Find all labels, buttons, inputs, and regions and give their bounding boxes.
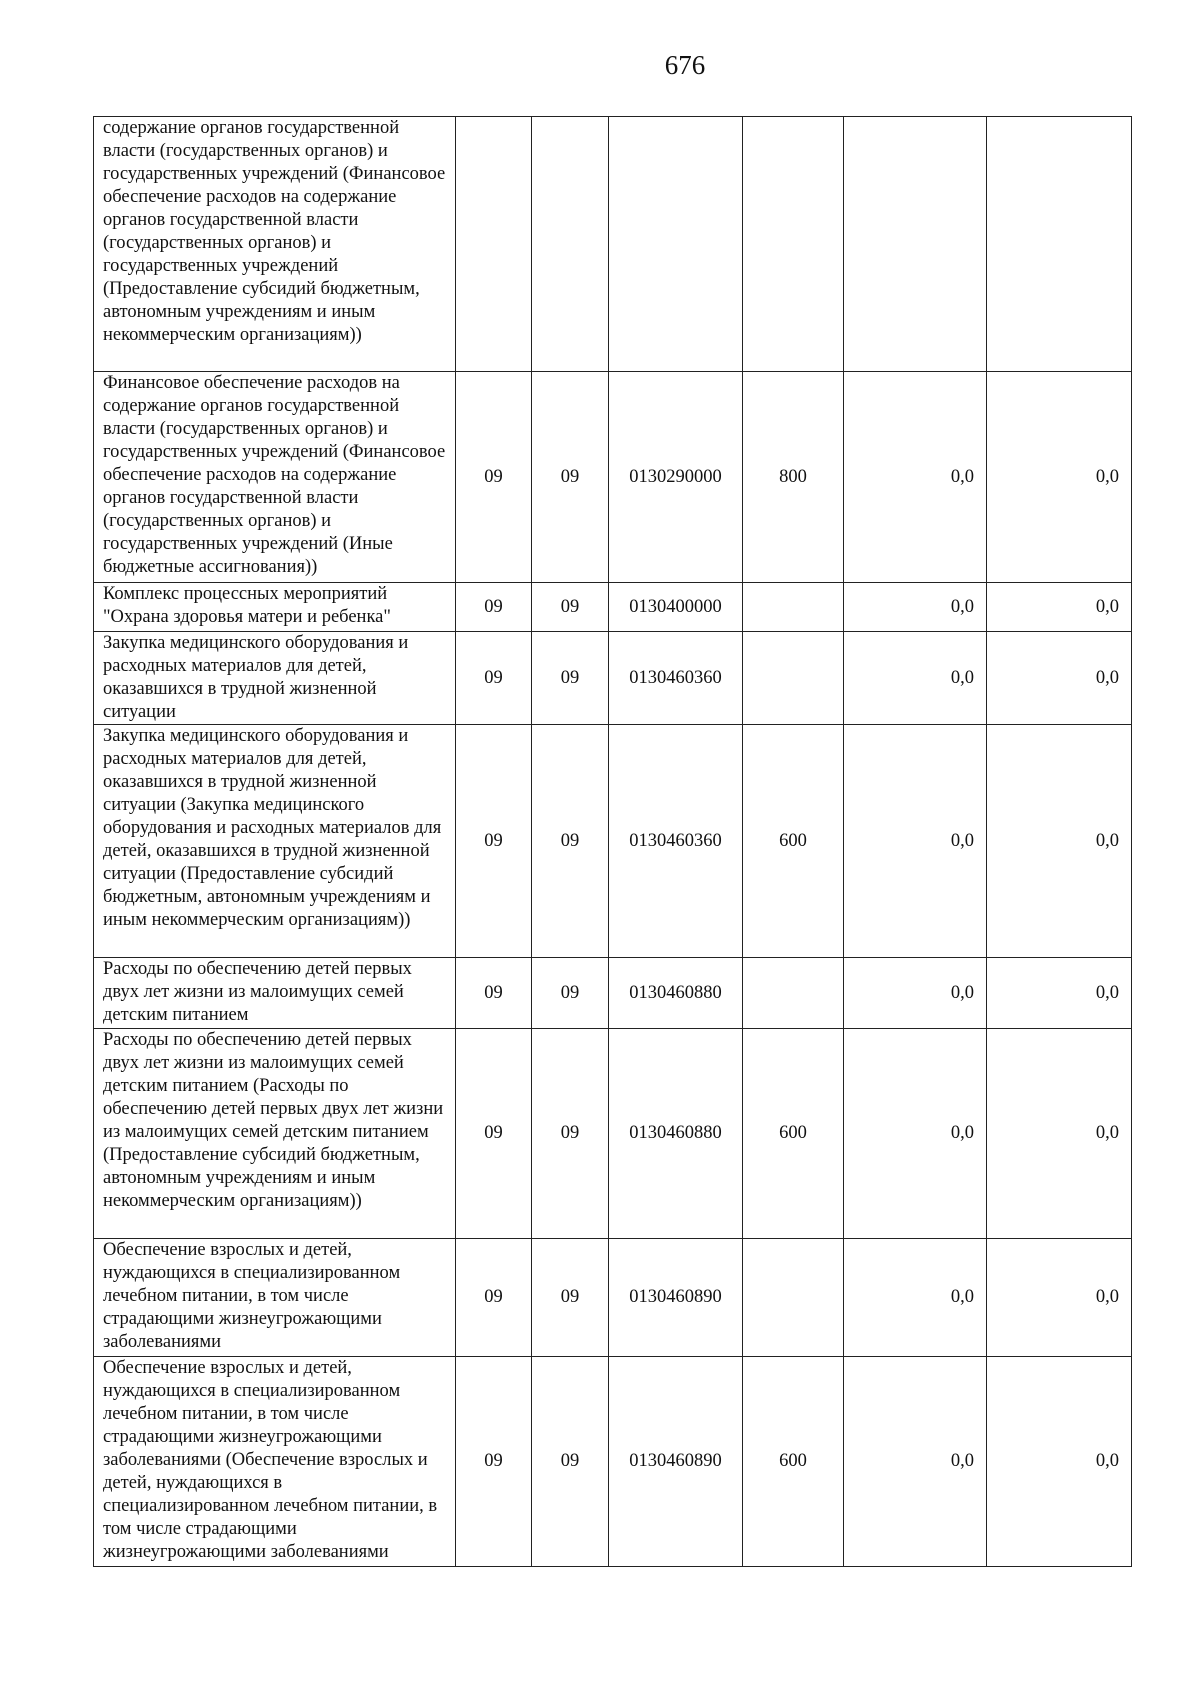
section-code: 09 xyxy=(456,583,532,632)
expense-type-code: 600 xyxy=(743,725,844,958)
row-name: Расходы по обеспечению детей первых двух лет жизни из малоимущих семей детским питанием xyxy=(94,958,456,1029)
amount-2: 0,0 xyxy=(987,1239,1132,1357)
amount-2: 0,0 xyxy=(987,725,1132,958)
subsection-code: 09 xyxy=(532,1029,609,1239)
expense-type-code xyxy=(743,117,844,372)
subsection-code xyxy=(532,117,609,372)
row-name: Закупка медицинского оборудования и расходных материалов для детей, оказавшихся в трудной жизненной ситуации (Закупка медицинского оборудования и расходных материалов для детей, оказавшихся в трудной жизненной ситуации (Предоставление субсидий бюджетным, автономным учреждениям и иным некоммерческим организациям)) xyxy=(94,725,456,958)
expense-type-code: 600 xyxy=(743,1029,844,1239)
amount-2: 0,0 xyxy=(987,958,1132,1029)
amount-1: 0,0 xyxy=(844,1029,987,1239)
target-article-code: 0130460890 xyxy=(609,1239,743,1357)
amount-1 xyxy=(844,117,987,372)
table-row xyxy=(94,583,1132,632)
table-row xyxy=(94,1029,1132,1239)
budget-table xyxy=(93,116,1132,1567)
target-article-code: 0130460880 xyxy=(609,1029,743,1239)
row-name: содержание органов государственной власти (государственных органов) и государственных учреждений (Финансовое обеспечение расходов на содержание органов государственной власти (государственных органов) и государственных учреждений (Предоставление субсидий бюджетным, автономным учреждениям и иным некоммерческим организациям)) xyxy=(94,117,456,372)
section-code: 09 xyxy=(456,372,532,583)
target-article-code xyxy=(609,117,743,372)
amount-1: 0,0 xyxy=(844,632,987,725)
amount-1: 0,0 xyxy=(844,583,987,632)
section-code xyxy=(456,117,532,372)
amount-2 xyxy=(987,117,1132,372)
table-row xyxy=(94,725,1132,958)
target-article-code: 0130460360 xyxy=(609,725,743,958)
subsection-code: 09 xyxy=(532,583,609,632)
target-article-code: 0130460880 xyxy=(609,958,743,1029)
table-row xyxy=(94,372,1132,583)
subsection-code: 09 xyxy=(532,1239,609,1357)
target-article-code: 0130460890 xyxy=(609,1357,743,1567)
row-name: Финансовое обеспечение расходов на содержание органов государственной власти (государственных органов) и государственных учреждений (Финансовое обеспечение расходов на содержание органов государственной власти (государственных органов) и государственных учреждений (Иные бюджетные ассигнования)) xyxy=(94,372,456,583)
row-name: Комплекс процессных мероприятий "Охрана здоровья матери и ребенка" xyxy=(94,583,456,632)
amount-2: 0,0 xyxy=(987,1029,1132,1239)
section-code: 09 xyxy=(456,632,532,725)
amount-1: 0,0 xyxy=(844,372,987,583)
expense-type-code xyxy=(743,958,844,1029)
amount-2: 0,0 xyxy=(987,372,1132,583)
section-code: 09 xyxy=(456,958,532,1029)
amount-2: 0,0 xyxy=(987,632,1132,725)
table-row xyxy=(94,1239,1132,1357)
subsection-code: 09 xyxy=(532,958,609,1029)
section-code: 09 xyxy=(456,1239,532,1357)
expense-type-code: 600 xyxy=(743,1357,844,1567)
table-row xyxy=(94,1357,1132,1567)
row-name: Расходы по обеспечению детей первых двух лет жизни из малоимущих семей детским питанием (Расходы по обеспечению детей первых двух лет жизни из малоимущих семей детским питанием (Предоставление субсидий бюджетным, автономным учреждениям и иным некоммерческим организациям)) xyxy=(94,1029,456,1239)
amount-2: 0,0 xyxy=(987,1357,1132,1567)
expense-type-code: 800 xyxy=(743,372,844,583)
row-name: Закупка медицинского оборудования и расходных материалов для детей, оказавшихся в трудной жизненной ситуации xyxy=(94,632,456,725)
row-name: Обеспечение взрослых и детей, нуждающихся в специализированном лечебном питании, в том числе страдающими жизнеугрожающими заболеваниями xyxy=(94,1239,456,1357)
subsection-code: 09 xyxy=(532,632,609,725)
subsection-code: 09 xyxy=(532,372,609,583)
subsection-code: 09 xyxy=(532,1357,609,1567)
table-row xyxy=(94,117,1132,372)
target-article-code: 0130290000 xyxy=(609,372,743,583)
subsection-code: 09 xyxy=(532,725,609,958)
amount-1: 0,0 xyxy=(844,1239,987,1357)
table-row xyxy=(94,958,1132,1029)
target-article-code: 0130400000 xyxy=(609,583,743,632)
page-number: 676 xyxy=(664,50,706,80)
target-article-code: 0130460360 xyxy=(609,632,743,725)
section-code: 09 xyxy=(456,1029,532,1239)
amount-1: 0,0 xyxy=(844,725,987,958)
row-name: Обеспечение взрослых и детей, нуждающихся в специализированном лечебном питании, в том числе страдающими жизнеугрожающими заболеваниями (Обеспечение взрослых и детей, нуждающихся в специализированном лечебном питании, в том числе страдающими жизнеугрожающими заболеваниями xyxy=(94,1357,456,1567)
section-code: 09 xyxy=(456,725,532,958)
expense-type-code xyxy=(743,1239,844,1357)
amount-1: 0,0 xyxy=(844,958,987,1029)
expense-type-code xyxy=(743,632,844,725)
expense-type-code xyxy=(743,583,844,632)
amount-1: 0,0 xyxy=(844,1357,987,1567)
section-code: 09 xyxy=(456,1357,532,1567)
amount-2: 0,0 xyxy=(987,583,1132,632)
table-row xyxy=(94,632,1132,725)
